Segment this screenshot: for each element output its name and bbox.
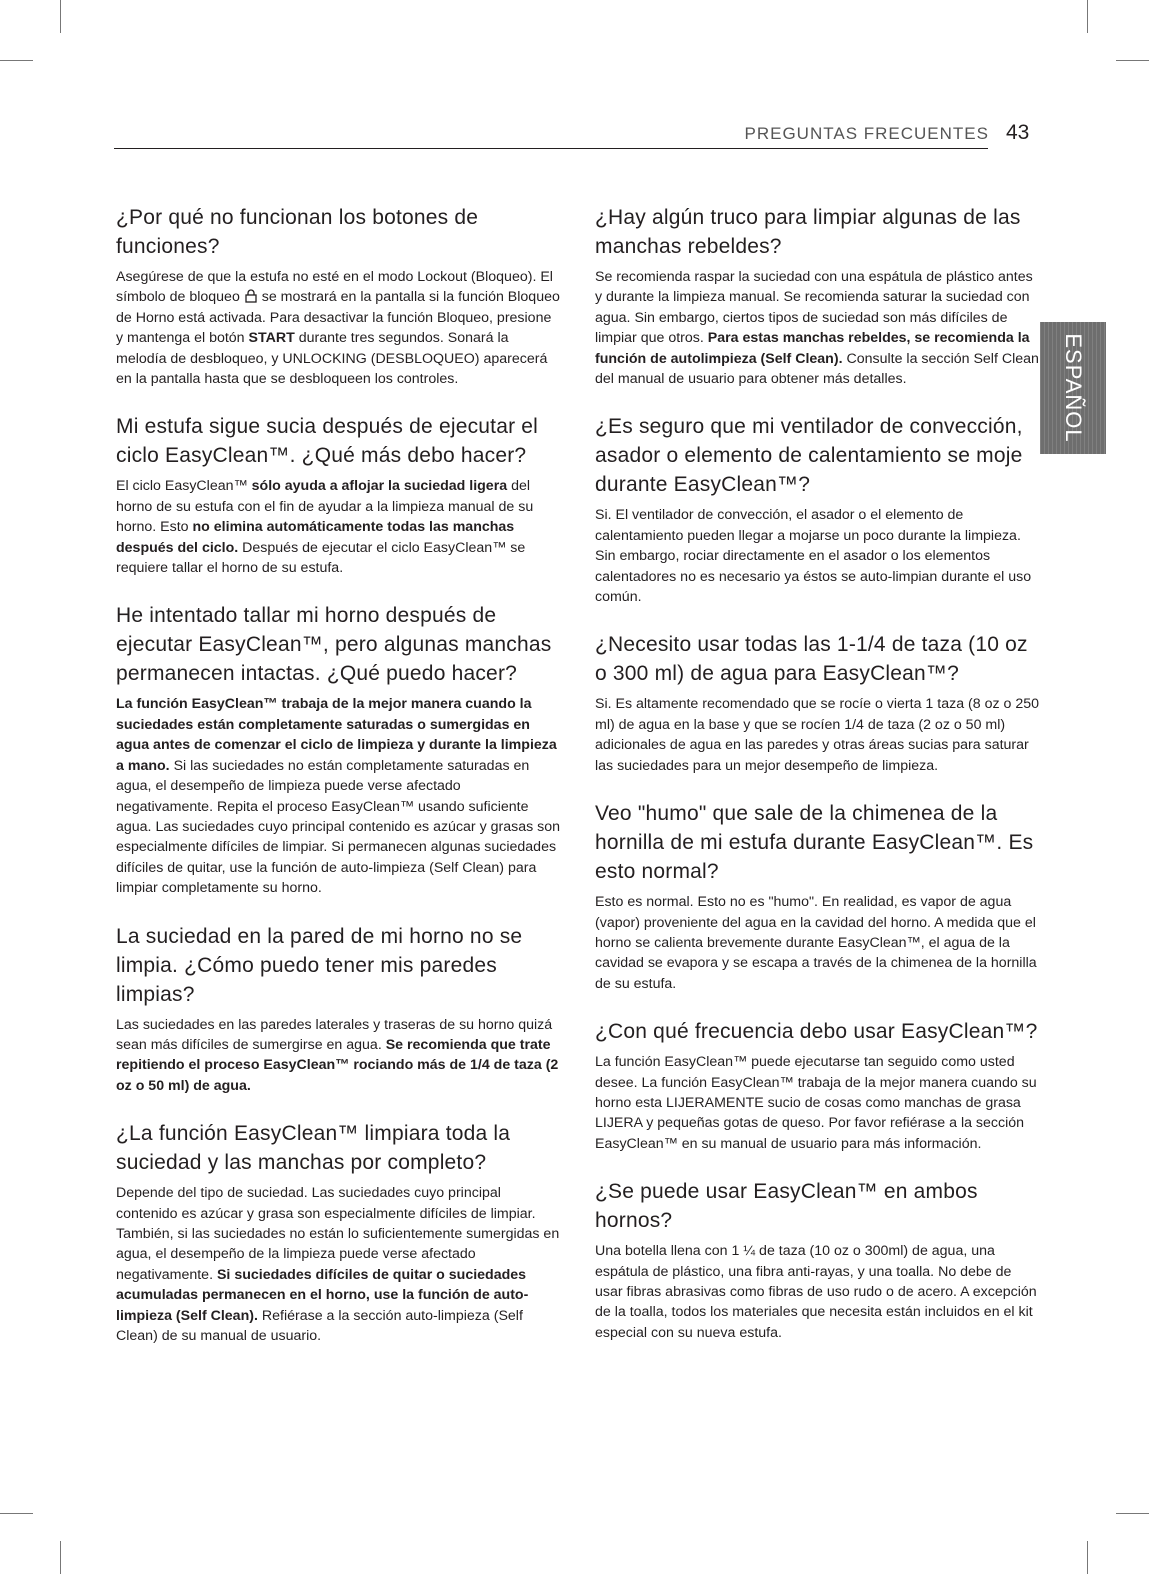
faq-item	[116, 1119, 561, 1346]
faq-answer: Asegúrese de que la estufa no esté en el modo Lockout (Bloqueo). El símbolo de bloqueo se mostrará en la pantalla si la función Bloqueo de Horno está activada. Para desactivar la función Bloqueo, presione y mantenga el botón START durante tres segundos. Sonará la melodía de desbloqueo, y UNLOCKING (DESBLOQUEO) aparecerá en la pantalla hasta que se desbloqueen los controles.	[116, 269, 560, 388]
faq-question: ¿Hay algún truco para limpiar algunas de las manchas rebeldes?	[595, 206, 1021, 258]
header-divider	[114, 148, 988, 149]
faq-question: ¿Se puede usar EasyClean™ en ambos hornos?	[595, 1180, 978, 1233]
faq-item	[595, 630, 1040, 776]
faq-answer: Si. El ventilador de convección, el asador o el elemento de calentamiento pueden llegar a mojarse un poco durante la limpieza. Sin embargo, rociar directamente en el asador o los elementos calentadores no es necesario ya éstos se auto-limpian durante el uso común.	[595, 507, 1032, 606]
crop-mark	[60, 1541, 61, 1574]
crop-mark	[1087, 0, 1088, 33]
faq-answer: Si. Es altamente recomendado que se rocíe o vierta 1 taza (8 oz o 250 ml) de agua en la base y que se rocíen 1/4 de taza (2 oz o 50 ml) adicionales de agua en las paredes y otras áreas sucias para saturar las suciedades para un mejor desempeño de limpieza.	[595, 696, 1040, 774]
right-column	[595, 203, 1040, 1366]
faq-question: ¿Con qué frecuencia debo usar EasyClean™?	[595, 1020, 1038, 1044]
faq-question: ¿Es seguro que mi ventilador de convección, asador o elemento de calentamiento se moje durante EasyClean™?	[595, 415, 1023, 497]
faq-item	[116, 412, 561, 578]
language-tab-label: ESPAÑOL	[1061, 333, 1086, 443]
faq-question: ¿La función EasyClean™ limpiara toda la suciedad y las manchas por completo?	[116, 1122, 511, 1175]
faq-item	[595, 203, 1040, 389]
faq-question: Mi estufa sigue sucia después de ejecutar el ciclo EasyClean™. ¿Qué más debo hacer?	[116, 415, 539, 468]
faq-item	[595, 799, 1040, 994]
crop-mark	[0, 1513, 33, 1514]
faq-item	[116, 922, 561, 1097]
faq-answer: Depende del tipo de suciedad. Las suciedades cuyo principal contenido es azúcar y grasa son especialmente difíciles de limpiar. También, si las suciedades no están lo suficientemente sumergidas en agua, el desempeño de la limpieza puede verse afectado negativamente. Si suciedades difíciles de quitar o suciedades acumuladas permanecen en el horno, use la función de auto-limpieza (Self Clean). Refiérase a la sección auto-limpieza (Self Clean) de su manual de usuario.	[116, 1185, 560, 1344]
faq-answer: La función EasyClean™ puede ejecutarse tan seguido como usted desee. La función EasyClean™ trabaja de la mejor manera cuando su horno esta LIJERAMENTE sucio de cosas como manchas de grasa LIJERA y pequeñas gotas de queso. Por favor refiérase a la sección EasyClean™ en su manual de usuario para más información.	[595, 1054, 1037, 1152]
lock-icon	[244, 289, 258, 303]
crop-mark	[1116, 1513, 1149, 1514]
faq-answer: El ciclo EasyClean™ sólo ayuda a aflojar la suciedad ligera del horno de su estufa con el fin de ayudar a la limpieza manual de su horno. Esto no elimina automáticamente todas las manchas después del ciclo. Después de ejecutar el ciclo EasyClean™ se requiere tallar el horno de su estufa.	[116, 478, 534, 577]
faq-question: ¿Necesito usar todas las 1-1/4 de taza (10 oz o 300 ml) de agua para EasyClean™?	[595, 633, 1028, 686]
crop-mark	[60, 0, 61, 33]
faq-item	[595, 1017, 1040, 1154]
faq-answer: Las suciedades en las paredes laterales y traseras de su horno quizá sean más difíciles de sumergirse en agua. Se recomienda que trate repitiendo el proceso EasyClean™ rociando más de 1/4 de taza (2 oz o 50 ml) de agua.	[116, 1016, 559, 1094]
faq-item	[116, 203, 561, 389]
faq-answer: Se recomienda raspar la suciedad con una espátula de plástico antes y durante la limpieza manual. Se recomienda saturar la suciedad con agua. Sin embargo, ciertos tipos de suciedad son más difíciles de limpiar que otros. Para estas manchas rebeldes, se recomienda la función de autolimpieza (Self Clean). Consulte la sección Self Clean del manual de usuario para obtener más detalles.	[595, 269, 1039, 388]
faq-question: ¿Por qué no funcionan los botones de funciones?	[116, 206, 479, 258]
left-column	[116, 203, 561, 1369]
crop-mark	[0, 60, 33, 61]
page-number: 43	[1006, 121, 1030, 144]
faq-item	[595, 412, 1040, 607]
crop-mark	[1087, 1541, 1088, 1574]
faq-answer: Esto es normal. Esto no es "humo". En realidad, es vapor de agua (vapor) proveniente del agua en la cavidad del horno. A medida que el horno se calienta brevemente durante EasyClean™, el agua de la cavidad se evapora y se escapa a través de la chimenea de la hornilla de su estufa.	[595, 894, 1037, 992]
faq-answer: Una botella llena con 1 ¼ de taza (10 oz o 300ml) de agua, una espátula de plástico, una fibra anti-rayas, y una toalla. No debe de usar fibras abrasivas como fibras de uso rudo o de acero. A excepción de la toalla, todos los materiales que necesita están incluidos en el kit especial con su nueva estufa.	[595, 1243, 1037, 1341]
faq-item	[116, 601, 561, 898]
faq-question: He intentado tallar mi horno después de ejecutar EasyClean™, pero algunas manchas permanecen intactas. ¿Qué puedo hacer?	[116, 604, 552, 686]
faq-question: Veo "humo" que sale de la chimenea de la hornilla de mi estufa durante EasyClean™. Es esto normal?	[595, 802, 1034, 884]
language-tab	[1040, 322, 1106, 454]
faq-answer: La función EasyClean™ trabaja de la mejor manera cuando la suciedades están completamente saturadas o sumergidas en agua antes de comenzar el ciclo de limpieza y durante la limpieza a mano. Si las suciedades no están completamente saturadas en agua, el desempeño de limpieza puede verse afectado negativamente. Repita el proceso EasyClean™ usando suficiente agua. Las suciedades cuyo principal contenido es azúcar y grasas son especialmente difíciles de limpiar. Si permanecen algunas suciedades difíciles de quitar, use la función de auto-limpieza (Self Clean) para limpiar completamente su horno.	[116, 696, 561, 897]
faq-question: La suciedad en la pared de mi horno no se limpia. ¿Cómo puedo tener mis paredes limpias?	[116, 924, 523, 1006]
section-title: PREGUNTAS FRECUENTES	[744, 124, 989, 143]
faq-item	[595, 1177, 1040, 1343]
crop-mark	[1116, 60, 1149, 61]
